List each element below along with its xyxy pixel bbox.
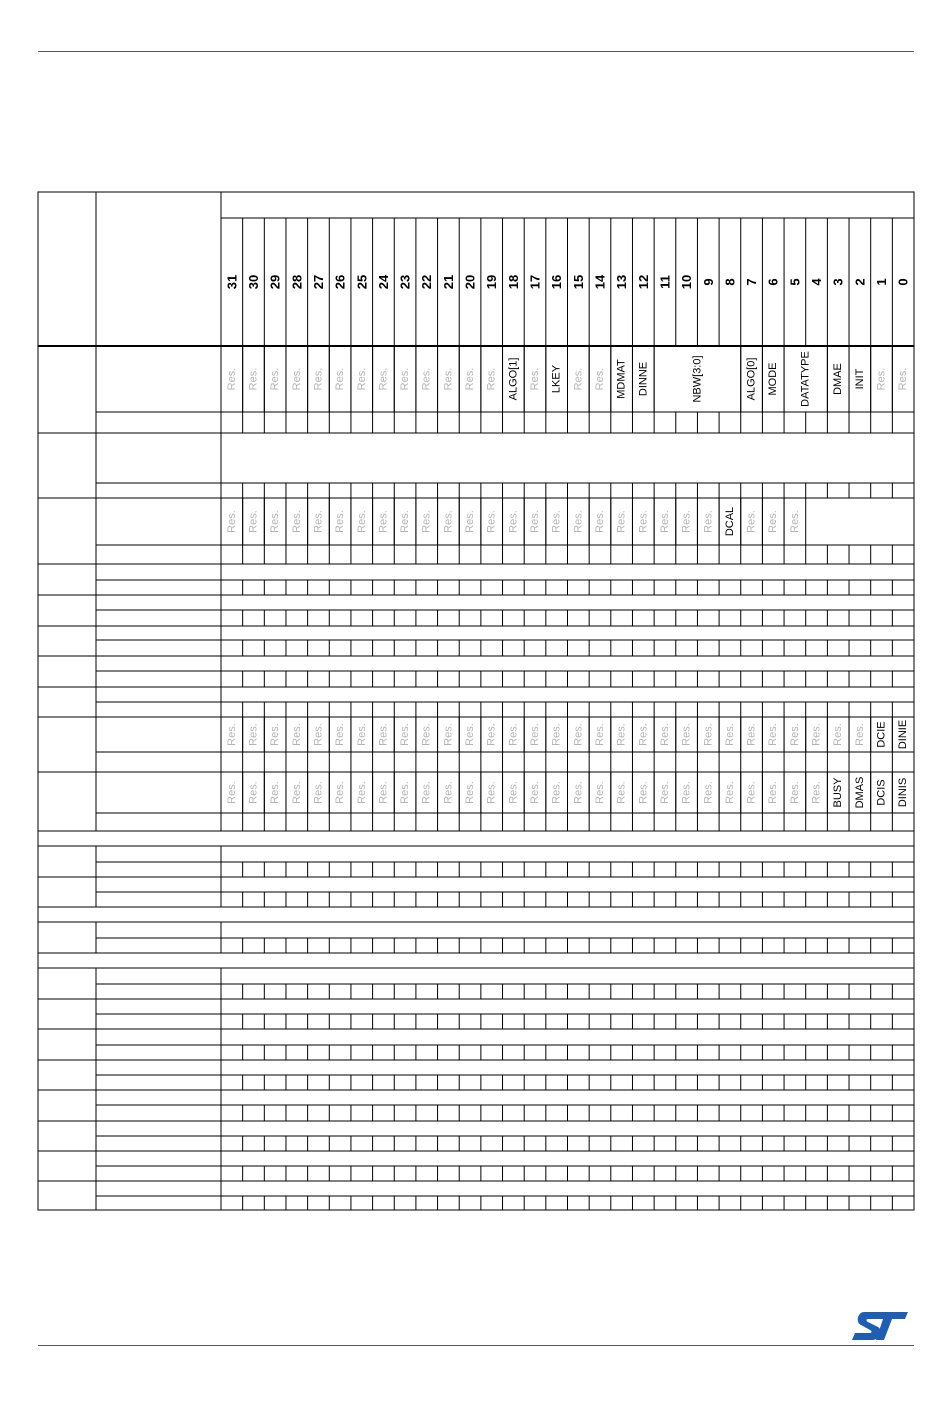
bit-number-header: 19 xyxy=(484,274,500,290)
bit-number-header: 20 xyxy=(462,274,478,290)
reserved-bit-label: Res. xyxy=(225,510,238,533)
reserved-bit-label: Res. xyxy=(572,510,585,533)
reserved-bit-label: Res. xyxy=(615,723,628,746)
bit-number-header: 1 xyxy=(874,278,890,286)
reserved-bit-label: Res. xyxy=(247,723,260,746)
field-label: DATATYPE xyxy=(799,351,812,407)
reserved-bit-label: Res. xyxy=(442,781,455,804)
field-label: DINNE xyxy=(637,361,650,397)
reserved-bit-label: Res. xyxy=(442,723,455,746)
reserved-bit-label: Res. xyxy=(615,510,628,533)
reserved-bit-label: Res. xyxy=(290,510,303,533)
bit-number-header: 31 xyxy=(224,274,240,290)
reserved-bit-label: Res. xyxy=(399,723,412,746)
field-label: DINIS xyxy=(897,777,910,808)
bit-number-header: 17 xyxy=(527,274,543,290)
bit-number-header: 30 xyxy=(245,274,261,290)
reserved-bit-label: Res. xyxy=(788,510,801,533)
reserved-bit-label: Res. xyxy=(507,781,520,804)
reserved-bit-label: Res. xyxy=(658,510,671,533)
field-label: BUSY xyxy=(832,777,845,808)
reserved-bit-label: Res. xyxy=(529,367,542,391)
field-label: DCIS xyxy=(875,779,888,806)
bit-number-header: 8 xyxy=(722,278,738,286)
reserved-bit-label: Res. xyxy=(290,367,303,391)
reserved-bit-label: Res. xyxy=(399,510,412,533)
bit-number-header: 14 xyxy=(592,274,608,290)
reserved-bit-label: Res. xyxy=(810,723,823,746)
bit-number-header: 3 xyxy=(830,278,846,286)
bit-number-header: 29 xyxy=(267,274,283,290)
reserved-bit-label: Res. xyxy=(680,510,693,533)
reserved-bit-label: Res. xyxy=(377,510,390,533)
reserved-bit-label: Res. xyxy=(377,723,390,746)
reserved-bit-label: Res. xyxy=(269,781,282,804)
bit-number-header: 4 xyxy=(809,278,825,286)
reserved-bit-label: Res. xyxy=(442,367,455,391)
bit-number-header: 25 xyxy=(354,274,370,290)
table-frame xyxy=(38,192,914,1210)
reserved-bit-label: Res. xyxy=(680,781,693,804)
reserved-bit-label: Res. xyxy=(745,510,758,533)
reserved-bit-label: Res. xyxy=(420,367,433,391)
reserved-bit-label: Res. xyxy=(290,781,303,804)
bit-number-header: 24 xyxy=(375,274,391,290)
field-label: MODE xyxy=(767,362,780,396)
reserved-bit-label: Res. xyxy=(312,781,325,804)
reserved-bit-label: Res. xyxy=(853,723,866,746)
field-label: DMAS xyxy=(853,776,866,809)
reserved-bit-label: Res. xyxy=(529,723,542,746)
bit-number-header: 21 xyxy=(440,274,456,290)
reserved-bit-label: Res. xyxy=(269,723,282,746)
reserved-bit-label: Res. xyxy=(399,781,412,804)
reserved-bit-label: Res. xyxy=(334,723,347,746)
reserved-bit-label: Res. xyxy=(593,367,606,391)
bit-number-header: 28 xyxy=(289,274,305,290)
bit-number-header: 5 xyxy=(787,278,803,286)
reserved-bit-label: Res. xyxy=(658,723,671,746)
reserved-bit-label: Res. xyxy=(767,510,780,533)
reserved-bit-label: Res. xyxy=(290,723,303,746)
reserved-bit-label: Res. xyxy=(334,510,347,533)
reserved-bit-label: Res. xyxy=(788,781,801,804)
reserved-bit-label: Res. xyxy=(507,510,520,533)
reserved-bit-label: Res. xyxy=(767,723,780,746)
bit-number-header: 13 xyxy=(614,274,630,290)
field-label: MDMAT xyxy=(615,359,628,399)
reserved-bit-label: Res. xyxy=(832,723,845,746)
reserved-bit-label: Res. xyxy=(550,723,563,746)
reserved-bit-label: Res. xyxy=(464,723,477,746)
bit-number-header: 9 xyxy=(700,278,716,286)
reserved-bit-label: Res. xyxy=(485,367,498,391)
reserved-bit-label: Res. xyxy=(312,723,325,746)
reserved-bit-label: Res. xyxy=(529,781,542,804)
st-logo xyxy=(850,1310,910,1342)
reserved-bit-label: Res. xyxy=(788,723,801,746)
reserved-bit-label: Res. xyxy=(225,723,238,746)
reserved-bit-label: Res. xyxy=(334,367,347,391)
reserved-bit-label: Res. xyxy=(767,781,780,804)
reserved-bit-label: Res. xyxy=(312,367,325,391)
reserved-bit-label: Res. xyxy=(485,723,498,746)
bit-number-header: 27 xyxy=(310,274,326,290)
field-label: LKEY xyxy=(550,364,563,394)
field-label: DINIE xyxy=(897,719,910,750)
reserved-bit-label: Res. xyxy=(745,781,758,804)
bit-number-header: 10 xyxy=(679,274,695,290)
bit-number-header: 6 xyxy=(765,278,781,286)
bit-number-header: 23 xyxy=(397,274,413,290)
reserved-bit-label: Res. xyxy=(572,781,585,804)
reserved-bit-label: Res. xyxy=(572,723,585,746)
bit-number-header: 0 xyxy=(895,278,911,286)
bit-number-header: 2 xyxy=(852,278,868,286)
reserved-bit-label: Res. xyxy=(702,723,715,746)
reserved-bit-label: Res. xyxy=(702,781,715,804)
field-label: DMAE xyxy=(832,363,845,395)
bit-number-header: 11 xyxy=(657,275,673,289)
reserved-bit-label: Res. xyxy=(658,781,671,804)
reserved-bit-label: Res. xyxy=(723,781,736,804)
reserved-bit-label: Res. xyxy=(897,367,910,391)
reserved-bit-label: Res. xyxy=(355,781,368,804)
reserved-bit-label: Res. xyxy=(529,510,542,533)
field-label: DCIE xyxy=(875,721,888,748)
reserved-bit-label: Res. xyxy=(377,367,390,391)
reserved-bit-label: Res. xyxy=(225,367,238,391)
reserved-bit-label: Res. xyxy=(702,510,715,533)
reserved-bit-label: Res. xyxy=(355,723,368,746)
reserved-bit-label: Res. xyxy=(485,510,498,533)
reserved-bit-label: Res. xyxy=(442,510,455,533)
reserved-bit-label: Res. xyxy=(637,781,650,804)
reserved-bit-label: Res. xyxy=(420,723,433,746)
reserved-bit-label: Res. xyxy=(464,781,477,804)
reserved-bit-label: Res. xyxy=(247,510,260,533)
reserved-bit-label: Res. xyxy=(420,781,433,804)
reserved-bit-label: Res. xyxy=(247,781,260,804)
reserved-bit-label: Res. xyxy=(593,781,606,804)
reserved-bit-label: Res. xyxy=(225,781,238,804)
bit-number-header: 26 xyxy=(332,274,348,290)
reserved-bit-label: Res. xyxy=(399,367,412,391)
bit-number-header: 22 xyxy=(419,274,435,290)
reserved-bit-label: Res. xyxy=(593,723,606,746)
reserved-bit-label: Res. xyxy=(355,367,368,391)
reserved-bit-label: Res. xyxy=(355,510,368,533)
field-label: DCAL xyxy=(723,506,736,537)
reserved-bit-label: Res. xyxy=(615,781,628,804)
reserved-bit-label: Res. xyxy=(464,510,477,533)
reserved-bit-label: Res. xyxy=(637,510,650,533)
reserved-bit-label: Res. xyxy=(312,510,325,533)
reserved-bit-label: Res. xyxy=(269,510,282,533)
reserved-bit-label: Res. xyxy=(420,510,433,533)
bit-number-header: 12 xyxy=(635,274,651,290)
reserved-bit-label: Res. xyxy=(810,781,823,804)
reserved-bit-label: Res. xyxy=(485,781,498,804)
reserved-bit-label: Res. xyxy=(680,723,693,746)
reserved-bit-label: Res. xyxy=(593,510,606,533)
footer-rule xyxy=(38,1345,914,1346)
bit-number-header: 15 xyxy=(570,274,586,290)
reserved-bit-label: Res. xyxy=(637,723,650,746)
reserved-bit-label: Res. xyxy=(464,367,477,391)
bit-number-header: 18 xyxy=(505,274,521,290)
reserved-bit-label: Res. xyxy=(550,781,563,804)
reserved-bit-label: Res. xyxy=(745,723,758,746)
reserved-bit-label: Res. xyxy=(377,781,390,804)
reserved-bit-label: Res. xyxy=(334,781,347,804)
reserved-bit-label: Res. xyxy=(875,367,888,391)
reserved-bit-label: Res. xyxy=(550,510,563,533)
field-label: NBW[3:0] xyxy=(691,355,704,403)
reserved-bit-label: Res. xyxy=(269,367,282,391)
field-label: ALGO[0] xyxy=(745,357,758,401)
field-label: INIT xyxy=(853,368,866,390)
reserved-bit-label: Res. xyxy=(572,367,585,391)
reserved-bit-label: Res. xyxy=(723,723,736,746)
field-label: ALGO[1] xyxy=(507,357,520,401)
bit-number-header: 7 xyxy=(744,278,760,286)
bit-number-header: 16 xyxy=(549,274,565,290)
reserved-bit-label: Res. xyxy=(247,367,260,391)
reserved-bit-label: Res. xyxy=(507,723,520,746)
